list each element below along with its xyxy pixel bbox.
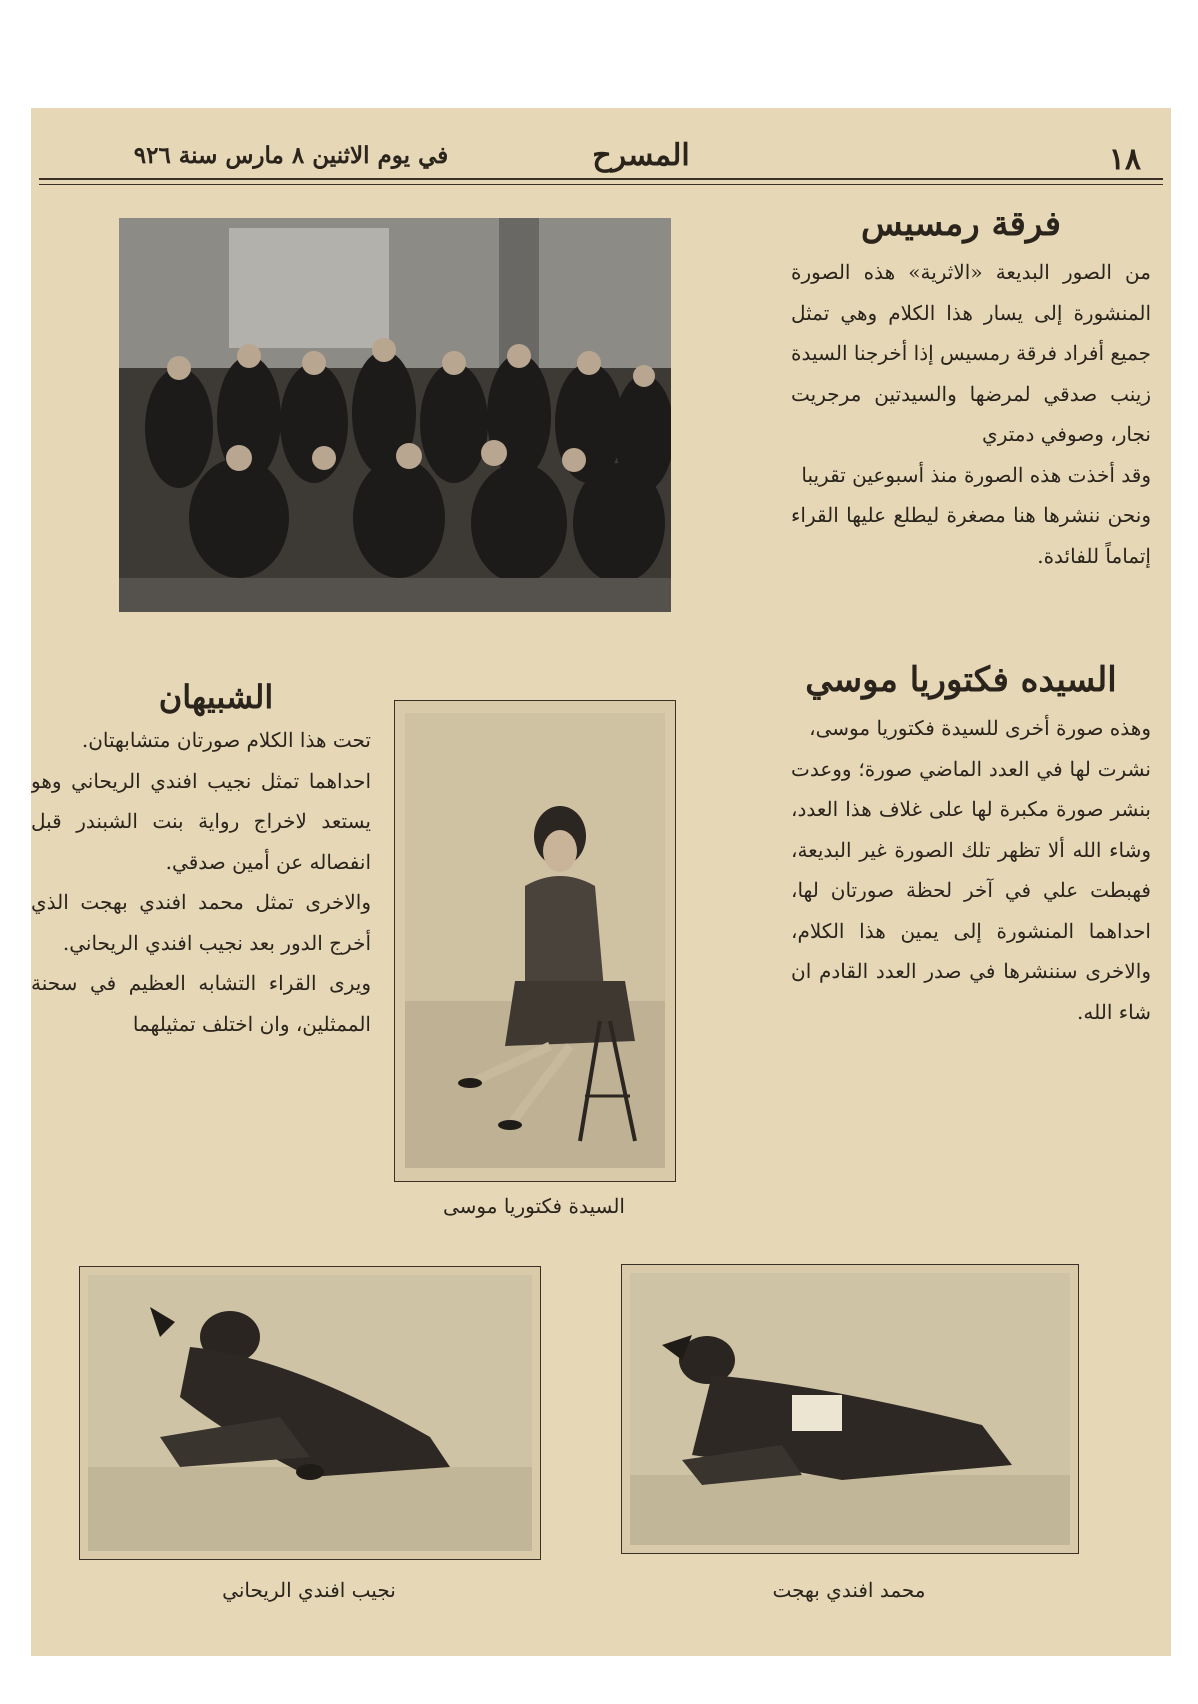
naguib-caption: نجيب افندي الريحاني <box>222 1578 396 1602</box>
mohamed-bahgat-photo <box>621 1264 1079 1554</box>
victoria-article <box>791 708 1151 1032</box>
ramses-article <box>791 252 1151 576</box>
victoria-moussa-photo <box>394 700 676 1182</box>
victoria-caption: السيدة فكتوريا موسى <box>443 1194 625 1218</box>
lookalikes-paragraph: والاخرى تمثل محمد افندي بهجت الذي أخرج الدور بعد نجيب افندي الريحاني. <box>31 890 371 955</box>
lookalikes-paragraph: ويرى القراء التشابه العظيم في سحنة الممثلين، وان اختلف تمثيلهما <box>31 971 371 1036</box>
ramses-paragraph: ونحن ننشرها هنا مصغرة ليطلع عليها القراء إتماماً للفائدة. <box>791 503 1151 568</box>
lookalikes-paragraph: احداهما تمثل نجيب افندي الريحاني وهو يستعد لاخراج رواية بنت الشبندر قبل انفصاله عن أمين صدقي. <box>31 768 371 874</box>
ramses-paragraph: من الصور البديعة «الاثرية» هذه الصورة المنشورة إلى يسار هذا الكلام وهي تمثل جميع أفراد فرقة رمسيس إذا أخرجنا السيدة زينب صدقي لمرضها والسيدتين مرجريت نجار، وصوفي دمتري <box>791 260 1151 446</box>
lookalikes-article <box>31 720 371 1044</box>
ramses-heading: فرقة رمسيس <box>861 204 1061 244</box>
ramses-paragraph: وقد أخذت هذه الصورة منذ أسبوعين تقريبا <box>801 462 1151 487</box>
magazine-page <box>31 108 1171 1656</box>
victoria-heading: السيده فكتوريا موسي <box>805 660 1117 700</box>
lookalikes-heading: الشبيهان <box>158 678 274 716</box>
bahgat-caption: محمد افندي بهجت <box>772 1578 926 1602</box>
magazine-title: المسرح <box>592 138 690 173</box>
naguib-rihani-photo <box>79 1266 541 1560</box>
ramses-troupe-photo <box>119 218 671 612</box>
issue-date: في يوم الاثنين ٨ مارس سنة ٩٢٦ <box>133 142 449 169</box>
lookalikes-paragraph: تحت هذا الكلام صورتان متشابهتان. <box>81 728 371 752</box>
victoria-paragraph: نشرت لها في العدد الماضي صورة؛ ووعدت بنشر صورة مكبرة لها على غلاف هذا العدد، وشاء الله ألا تظهر تلك الصورة غير البديعة، فهبطت علي في آخر لحظة صورتان لها، احداهما المنشورة إلى يمين هذا الكلام، والاخرى سننشرها في صدر العدد القادم ان شاء الله. <box>791 756 1151 1024</box>
victoria-paragraph: وهذه صورة أخرى للسيدة فكتوريا موسى، <box>809 716 1151 740</box>
header-rule <box>39 178 1163 185</box>
page-number: ١٨ <box>1108 142 1141 177</box>
